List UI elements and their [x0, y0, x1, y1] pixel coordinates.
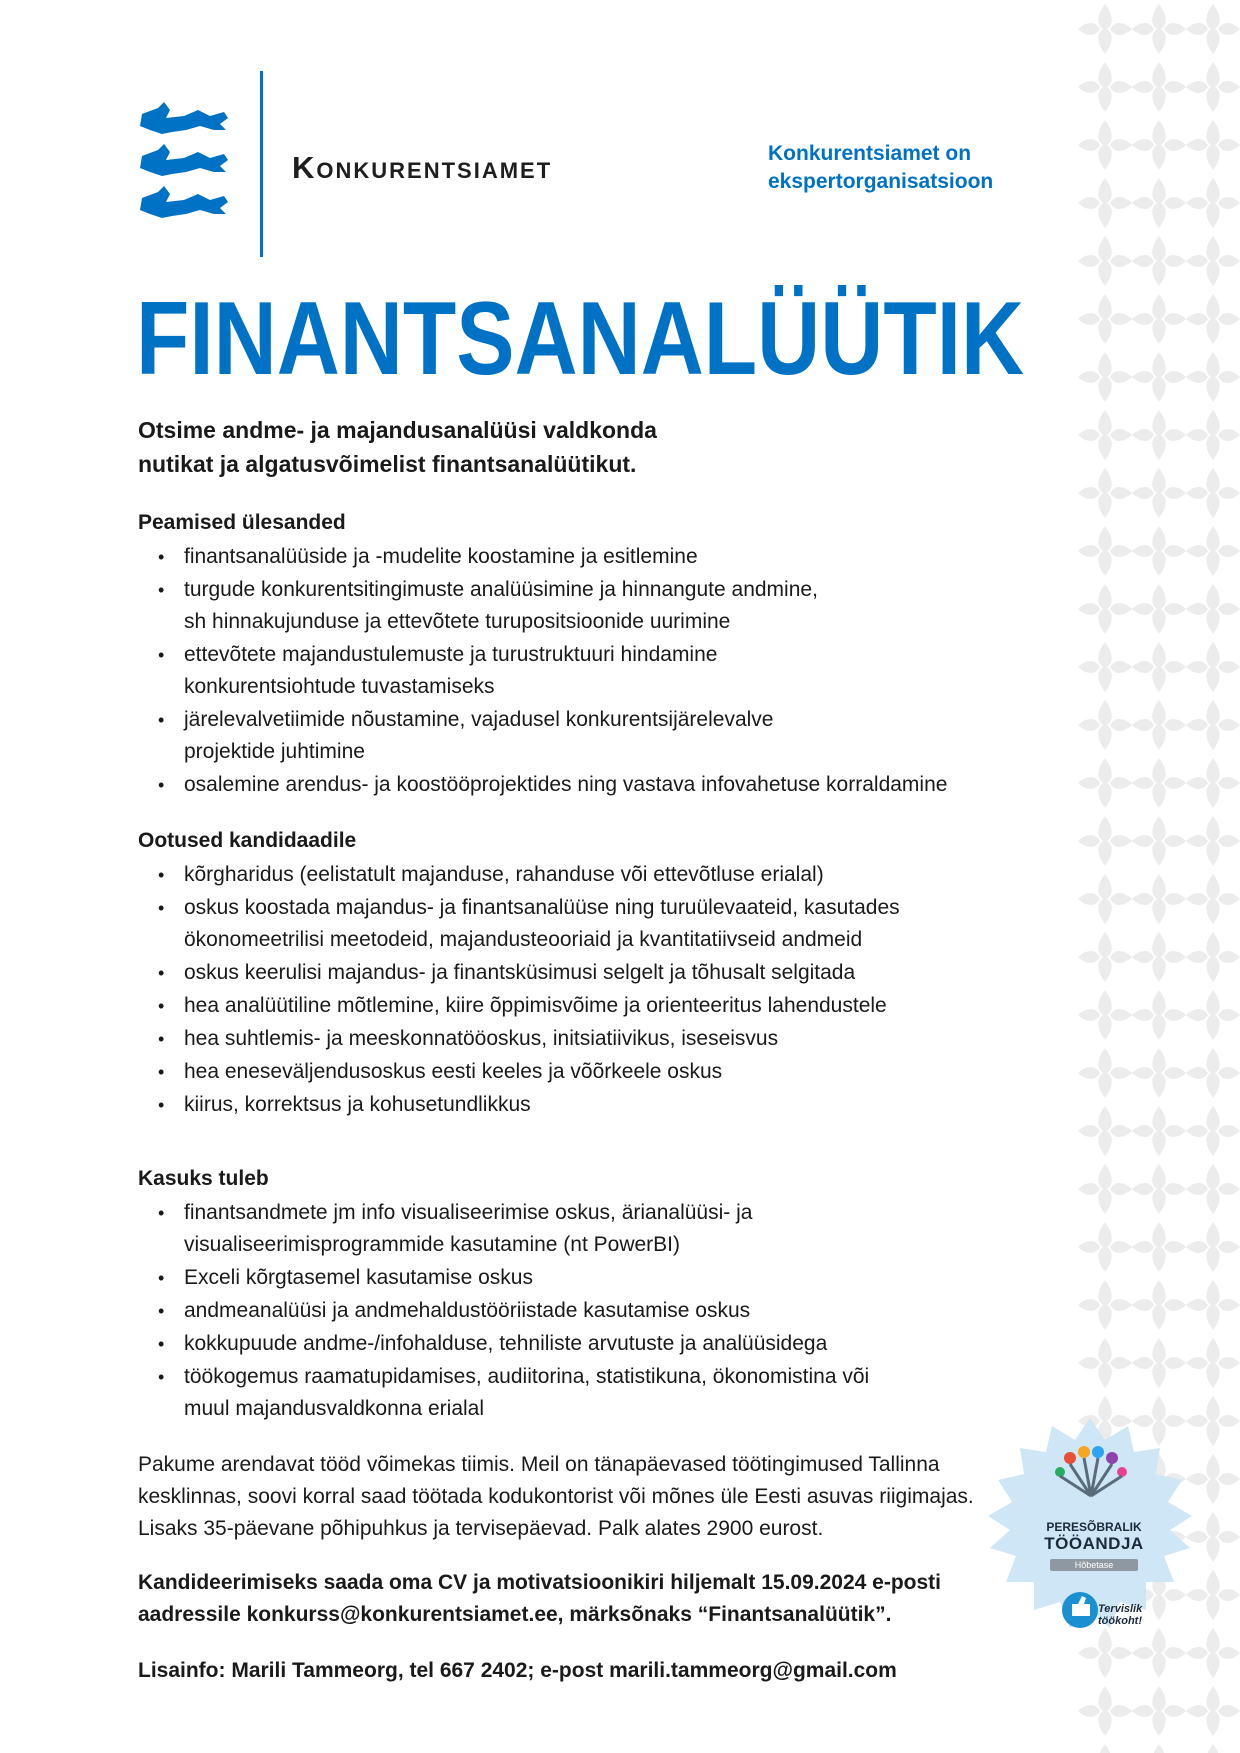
list-item: • töökogemus raamatupidamises, audiitorina, statistikuna, ökonomistina või muul majandusvaldkonna erialal	[138, 1361, 1018, 1425]
list-item: • Exceli kõrgtasemel kasutamise oskus	[138, 1262, 1018, 1294]
list-item: • kiirus, korrektsus ja kohusetundlikkus	[138, 1089, 1018, 1121]
list-item: • järelevalvetiimide nõustamine, vajadusel konkurentsijärelevalve projektide juhtimine	[138, 704, 1018, 768]
list-item: • turgude konkurentsitingimuste analüüsimine ja hinnangute andmine, sh hinnakujunduse ja ettevõtete turupositsioonide uurimine	[138, 574, 1018, 638]
lead-line-2: nutikat ja algatusvõimelist finantsanalüütikut.	[138, 451, 637, 477]
application-instructions: Kandideerimiseks saada oma CV ja motivatsioonikiri hiljemalt 15.09.2024 e-posti aadressile konkurss@konkurentsiamet.ee, märksõnaks “Finantsanalüütik”.	[138, 1571, 941, 1626]
badge-title-large: TÖÖANDJA	[1044, 1534, 1144, 1553]
offer-text: Pakume arendavat tööd võimekas tiimis. Meil on tänapäevased töötingimused Tallinna kesklinnas, soovi korral saad töötada kodukontorist või mõnes üle Eesti asuvas riigimajas. Lisaks 35-päevane põhipuhkus ja tervisepäevad. Palk alates 2900 eurost.	[138, 1453, 974, 1540]
job-title: FINANTSANALÜÜTIK	[136, 281, 1025, 397]
tasks-list	[138, 541, 1018, 801]
lead-line-1: Otsime andme- ja majandusanalüüsi valdkonda	[138, 417, 657, 443]
list-item: • hea eneseväljendusoskus eesti keeles ja võõrkeele oskus	[138, 1056, 1018, 1088]
list-item: • kokkupuude andme-/infohalduse, tehniliste arvutuste ja analüüsidega	[138, 1328, 1018, 1360]
expectations-list	[138, 859, 1018, 1121]
tagline	[768, 140, 1048, 196]
badge-health-label: Tervislik töökoht!	[1098, 1603, 1143, 1627]
header-divider	[260, 71, 263, 257]
contact-info: Lisainfo: Marili Tammeorg, tel 667 2402; e-post marili.tammeorg@gmail.com	[138, 1659, 897, 1682]
lead-text	[138, 413, 1018, 481]
list-item: • ettevõtete majandustulemuste ja turustruktuuri hindamine konkurentsiohtude tuvastamiseks	[138, 639, 1018, 703]
coat-of-arms-logo-icon	[136, 100, 232, 228]
list-item: • andmeanalüüsi ja andmehaldustööriistade kasutamise oskus	[138, 1295, 1018, 1327]
org-name: Konkurentsiamet	[292, 150, 553, 185]
list-item: • finantsanalüüside ja -mudelite koostamine ja esitlemine	[138, 541, 1018, 573]
badge-title-small: PERESÕBRALIK	[1046, 1520, 1142, 1534]
badge-level: Hõbetase	[1050, 1559, 1138, 1571]
tagline-line-1: Konkurentsiamet on	[768, 142, 972, 165]
section-heading-expectations: Ootused kandidaadile	[138, 829, 357, 852]
main-content	[138, 413, 1018, 1711]
list-item: • finantsandmete jm info visualiseerimise oskus, ärianalüüsi- ja visualiseerimisprogrammide kasutamine (nt PowerBI)	[138, 1197, 1018, 1261]
list-item: • hea analüütiline mõtlemine, kiire õppimisvõime ja orienteeritus lahendustele	[138, 990, 1018, 1022]
advantages-list	[138, 1197, 1018, 1425]
list-item: • osalemine arendus- ja koostööprojektides ning vastava infovahetuse korraldamine	[138, 769, 1018, 801]
list-item: • oskus keerulisi majandus- ja finantsküsimusi selgelt ja tõhusalt selgitada	[138, 957, 1018, 989]
section-heading-tasks: Peamised ülesanded	[138, 511, 346, 534]
tagline-line-2: ekspertorganisatsioon	[768, 170, 994, 193]
thumbs-up-icon	[1062, 1592, 1098, 1628]
list-item: • hea suhtlemis- ja meeskonnatööoskus, initsiatiivikus, iseseisvus	[138, 1023, 1018, 1055]
list-item: • oskus koostada majandus- ja finantsanalüüse ning turuülevaateid, kasutades ökonomeetrilisi meetodeid, majandusteooriaid ja kvantitatiivseid andmeid	[138, 892, 1018, 956]
list-item: • kõrgharidus (eelistatult majanduse, rahanduse või ettevõtluse erialal)	[138, 859, 1018, 891]
section-heading-advantages: Kasuks tuleb	[138, 1167, 269, 1190]
